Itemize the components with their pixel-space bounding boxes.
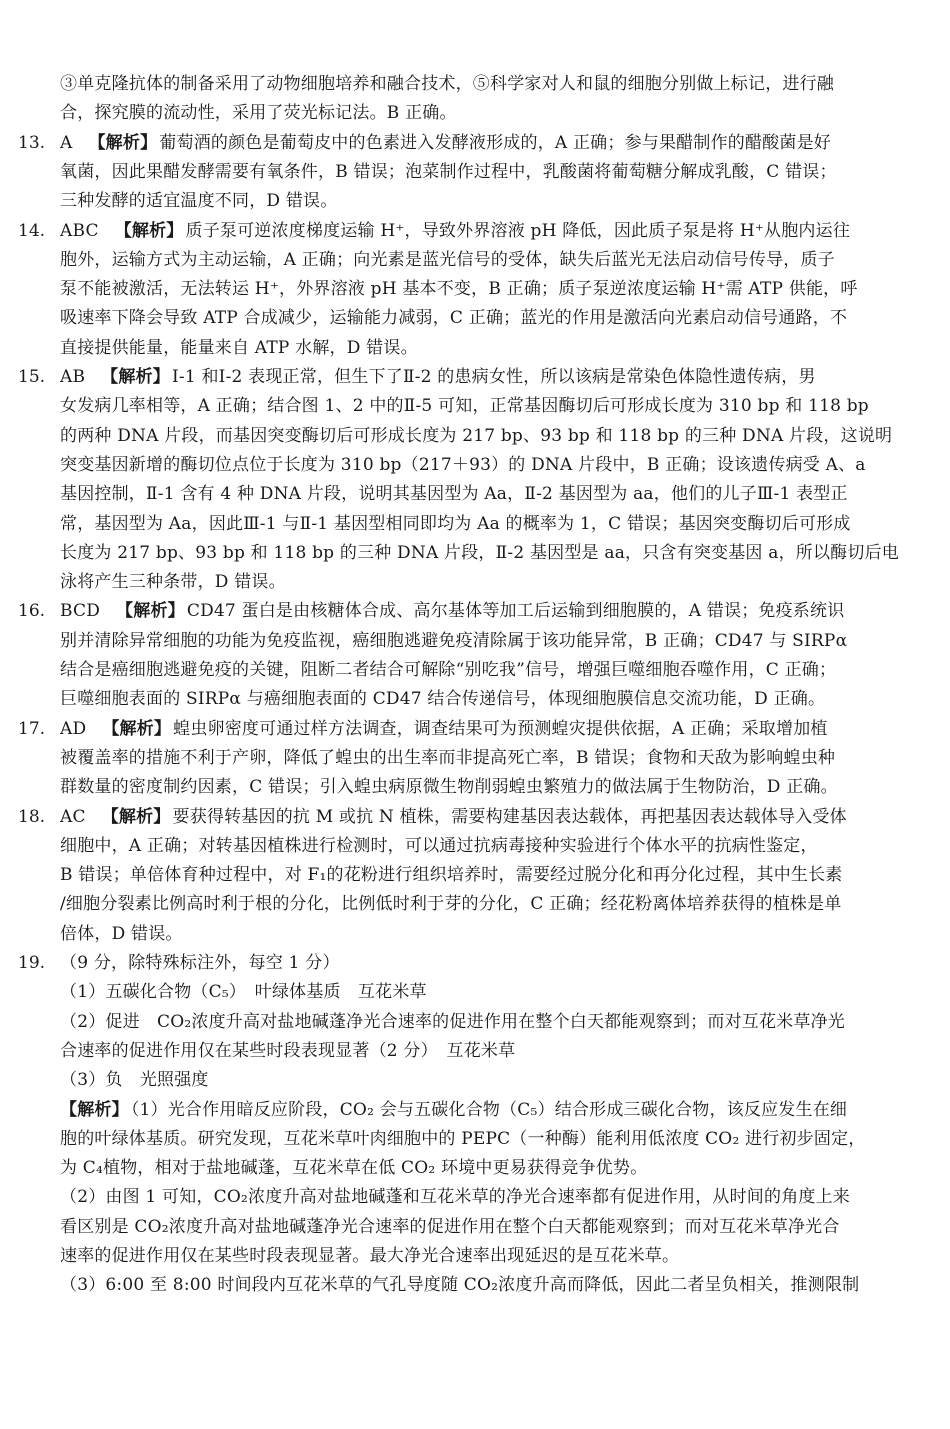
line-text: 泵不能被激活，无法转运 H⁺，外界溶液 pH 基本不变，B 正确；质子泵逆浓度运输 H⁺需 ATP 供能，呼 (60, 279, 858, 299)
line-text: 合速率的促进作用仅在某些时段表现显著（2 分） 互花米草 (60, 1041, 516, 1061)
answer-line (60, 744, 930, 773)
answer-line (60, 978, 930, 1007)
answer-line (60, 1096, 930, 1125)
answer-line (60, 861, 930, 890)
answer-line (60, 246, 930, 275)
answer-choice: A (60, 133, 73, 153)
analysis-tag: 【解析】 (60, 1100, 129, 1120)
answer-line (60, 510, 930, 539)
answer-line (60, 1271, 930, 1300)
answer-choice: AB (60, 367, 86, 387)
answer-line (60, 832, 930, 861)
line-text: 速率的促进作用仅在某些时段表现显著。最大净光合速率出现延迟的是互花米草。 (60, 1246, 680, 1266)
line-text: （3）6:00 至 8:00 时间段内互花米草的气孔导度随 CO₂浓度升高而降低，因此二者呈负相关，推测限制 (60, 1275, 860, 1295)
answer-line (60, 920, 930, 949)
answer-line (60, 890, 930, 919)
line-text: 别并清除异常细胞的功能为免疫监视，癌细胞逃避免疫清除属于该功能异常，B 正确；CD47 与 SIRPα (60, 631, 848, 651)
question-number: 17. (18, 719, 46, 739)
analysis-tag: 【解析】 (102, 719, 172, 739)
line-text: 为 C₄植物，相对于盐地碱蓬，互花米草在低 CO₂ 环境中更易获得竞争优势。 (60, 1158, 648, 1178)
answer-line (60, 70, 930, 99)
line-text: 常，基因型为 Aa，因此Ⅲ-1 与Ⅱ-1 基因型相同即均为 Aa 的概率为 1，C 错误；基因突变酶切后可形成 (60, 514, 851, 534)
analysis-tag: 【解析】 (88, 133, 158, 153)
answer-line (60, 627, 930, 656)
answer-line (60, 304, 930, 333)
line-text: CD47 蛋白是由核糖体合成、高尔基体等加工后运输到细胞膜的，A 错误；免疫系统识 (186, 601, 845, 621)
answer-line (60, 392, 930, 421)
line-text: 细胞中，A 正确；对转基因植株进行检测时，可以通过抗病毒接种实验进行个体水平的抗病性鉴定， (60, 836, 818, 856)
line-text: 蝗虫卵密度可通过样方法调查，调查结果可为预测蝗灾提供依据，A 正确；采取增加植 (173, 719, 828, 739)
line-text: 基因控制，Ⅱ-1 含有 4 种 DNA 片段，说明其基因型为 Aa，Ⅱ-2 基因型为 aa，他们的儿子Ⅲ-1 表型正 (60, 484, 848, 504)
line-text: 质子泵可逆浓度梯度运输 H⁺，导致外界溶液 pH 降低，因此质子泵是将 H⁺从胞内运往 (185, 221, 851, 241)
line-text: （2）由图 1 可知，CO₂浓度升高对盐地碱蓬和互花米草的净光合速率都有促进作用，从时间的角度上来 (60, 1187, 850, 1207)
line-text: 被覆盖率的措施不利于产卵，降低了蝗虫的出生率而非提高死亡率，B 错误；食物和天敌为影响蝗虫种 (60, 748, 836, 768)
answer-choice: BCD (60, 601, 101, 621)
line-text: 结合是癌细胞逃避免疫的关键，阻断二者结合可解除“别吃我”信号，增强巨噬细胞吞噬作用，C 正确； (60, 660, 837, 680)
answer-line (60, 568, 930, 597)
answer-line (60, 1125, 930, 1154)
answer-line (60, 1066, 930, 1095)
answer-line (60, 773, 930, 802)
answer-line (60, 1008, 930, 1037)
answer-line-first (60, 803, 930, 832)
analysis-tag: 【解析】 (101, 367, 170, 387)
line-text: 胞外，运输方式为主动运输，A 正确；向光素是蓝光信号的受体，缺失后蓝光无法启动信号传导，质子 (60, 250, 835, 270)
line-text: ③单克隆抗体的制备采用了动物细胞培养和融合技术，⑤科学家对人和鼠的细胞分别做上标记，进行融 (60, 74, 834, 94)
answer-line (60, 275, 930, 304)
answer-line (60, 187, 930, 216)
line-text: 葡萄酒的颜色是葡萄皮中的色素进入发酵液形成的，A 正确；参与果醋制作的醋酸菌是好 (159, 133, 831, 153)
question-number: 13. (18, 133, 46, 153)
answer-line (60, 451, 930, 480)
analysis-tag: 【解析】 (116, 601, 185, 621)
line-text: 女发病几率相等，A 正确；结合图 1、2 中的Ⅱ-5 可知，正常基因酶切后可形成长度为 310 bp 和 118 bp (60, 396, 869, 416)
line-text: （1）光合作用暗反应阶段，CO₂ 会与五碳化合物（C₅）结合形成三碳化合物，该反应发生在细 (130, 1100, 848, 1120)
answer-line (60, 1154, 930, 1183)
answer-line (60, 656, 930, 685)
question-number: 14. (18, 221, 46, 241)
analysis-tag: 【解析】 (114, 221, 184, 241)
answer-choice: AD (60, 719, 87, 739)
line-text: 长度为 217 bp、93 bp 和 118 bp 的三种 DNA 片段，Ⅱ-2 基因型是 aa，只含有突变基因 a，所以酶切后电 (60, 543, 899, 563)
answer-line (60, 1037, 930, 1066)
line-text: 三种发酵的适宜温度不同，D 错误。 (60, 191, 338, 211)
question-number: 19. (18, 953, 46, 973)
line-text: Ⅰ-1 和Ⅰ-2 表现正常，但生下了Ⅱ-2 的患病女性，所以该病是常染色体隐性遗传病，男 (171, 367, 816, 387)
line-text: （3）负 光照强度 (60, 1070, 209, 1090)
answer-line-first (60, 715, 930, 744)
analysis-tag: 【解析】 (101, 807, 171, 827)
line-text: 泳将产生三种条带，D 错误。 (60, 572, 286, 592)
answer-line (60, 685, 930, 714)
line-text: 群数量的密度制约因素，C 错误；引入蝗虫病原微生物削弱蝗虫繁殖力的做法属于生物防治，D 正确。 (60, 777, 838, 797)
answer-line (60, 480, 930, 509)
answer-line-first (60, 597, 930, 626)
answer-line-first (60, 363, 930, 392)
answer-line-first (60, 129, 930, 158)
answer-line (60, 1242, 930, 1271)
line-text: 的两种 DNA 片段，而基因突变酶切后可形成长度为 217 bp、93 bp 和 118 bp 的三种 DNA 片段，这说明 (60, 426, 893, 446)
answer-line (60, 334, 930, 363)
line-text: 氧菌，因此果醋发酵需要有氧条件，B 错误；泡菜制作过程中，乳酸菌将葡萄糖分解成乳酸，C 错误； (60, 162, 837, 182)
line-text: B 错误；单倍体育种过程中，对 F₁的花粉进行组织培养时，需要经过脱分化和再分化过程，其中生长素 (60, 865, 843, 885)
line-text: 突变基因新增的酶切位点位于长度为 310 bp（217＋93）的 DNA 片段中，B 正确；设该遗传病受 A、a (60, 455, 866, 475)
answer-line (60, 1213, 930, 1242)
line-text: 要获得转基因的抗 M 或抗 N 植株，需要构建基因表达载体，再把基因表达载体导入受体 (172, 807, 847, 827)
answer-line-first (60, 949, 930, 978)
line-text: （9 分，除特殊标注外，每空 1 分） (60, 953, 340, 973)
answer-line (60, 158, 930, 187)
line-text: 巨噬细胞表面的 SIRPα 与癌细胞表面的 CD47 结合传递信号，体现细胞膜信息交流功能，D 正确。 (60, 689, 826, 709)
question-number: 18. (18, 807, 46, 827)
answer-line (60, 1183, 930, 1212)
line-text: 胞的叶绿体基质。研究发现，互花米草叶肉细胞中的 PEPC（一种酶）能利用低浓度 CO₂ 进行初步固定， (60, 1129, 866, 1149)
line-text: 吸速率下降会导致 ATP 合成减少，运输能力减弱，C 正确；蓝光的作用是激活向光素启动信号通路，不 (60, 308, 848, 328)
line-text: 直接提供能量，能量来自 ATP 水解，D 错误。 (60, 338, 418, 358)
answer-choice: ABC (60, 221, 99, 241)
question-number: 16. (18, 601, 46, 621)
line-text: /细胞分裂素比例高时利于根的分化，比例低时利于芽的分化，C 正确；经花粉离体培养获得的植株是单 (60, 894, 842, 914)
line-text: 倍体，D 错误。 (60, 924, 183, 944)
answer-line (60, 539, 930, 568)
answer-line-first (60, 217, 930, 246)
answer-choice: AC (60, 807, 86, 827)
line-text: 看区别是 CO₂浓度升高对盐地碱蓬净光合速率的促进作用在整个白天都能观察到；而对互花米草净光合 (60, 1217, 840, 1237)
answer-line (60, 422, 930, 451)
question-number: 15. (18, 367, 46, 387)
line-text: （2）促进 CO₂浓度升高对盐地碱蓬净光合速率的促进作用在整个白天都能观察到；而对互花米草净光 (60, 1012, 845, 1032)
line-text: （1）五碳化合物（C₅） 叶绿体基质 互花米草 (60, 982, 427, 1002)
line-text: 合，探究膜的流动性，采用了荧光标记法。B 正确。 (60, 103, 457, 123)
answer-line (60, 99, 930, 128)
